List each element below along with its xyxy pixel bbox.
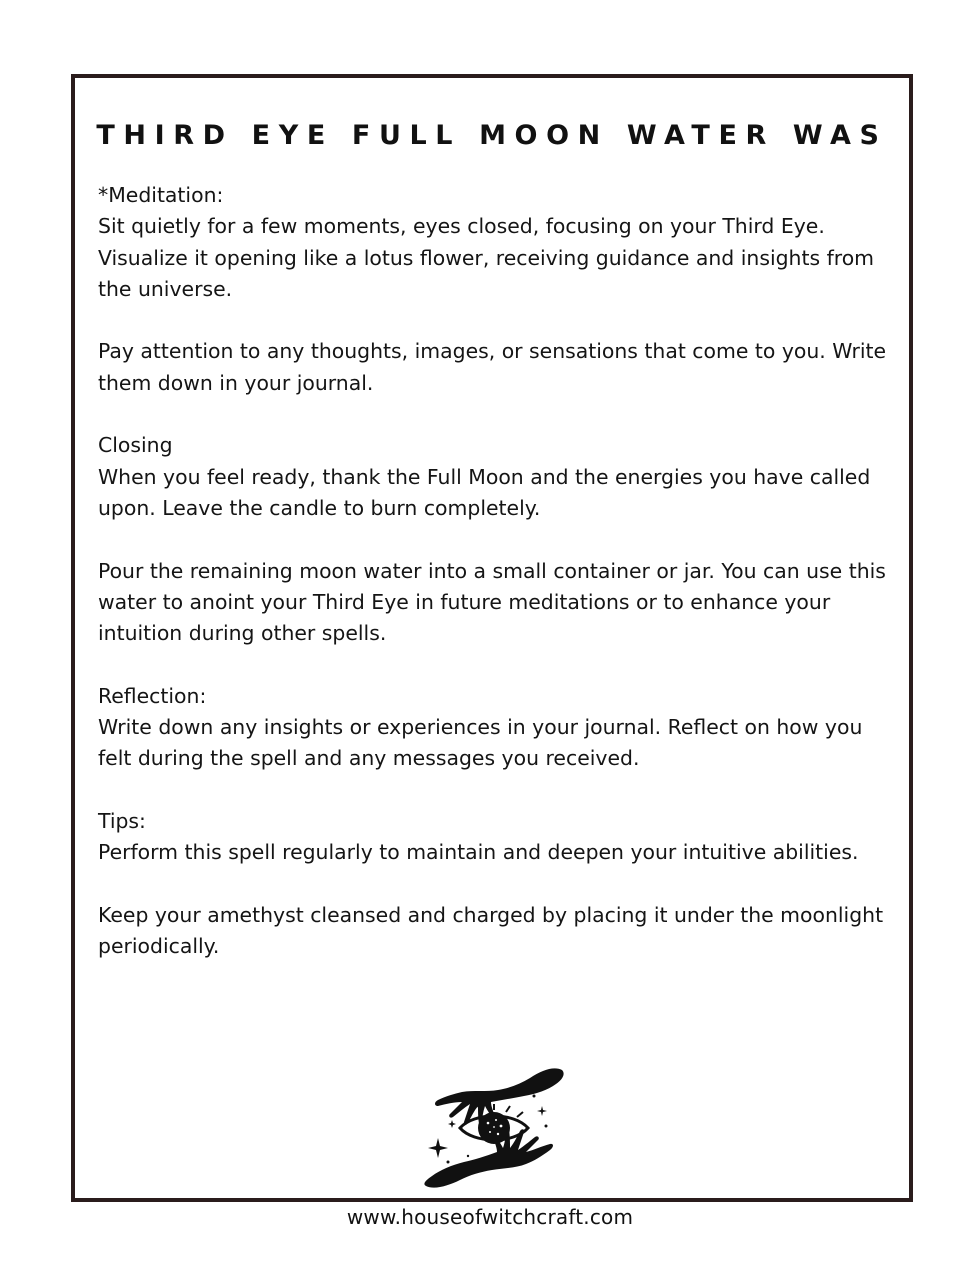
website-url: www.houseofwitchcraft.com <box>346 1205 634 1229</box>
reflection-section <box>98 681 898 775</box>
meditation-paragraph-1: Sit quietly for a few moments, eyes closed, focusing on your Third Eye. Visualize it opening like a lotus flower, receiving guidance and insights from the universe. <box>98 214 875 301</box>
meditation-heading: *Meditation: <box>98 183 224 207</box>
page-border-frame <box>71 74 913 1202</box>
tips-heading: Tips: <box>98 808 146 833</box>
reflection-heading: Reflection: <box>98 683 207 708</box>
closing-heading: Closing <box>98 433 173 458</box>
meditation-paragraph-2: Pay attention to any thoughts, images, or sensations that come to you. Write them down in your journal. <box>98 339 887 395</box>
tips-paragraph-1: Perform this spell regularly to maintain and deepen your intuitive abilities. <box>98 840 859 865</box>
spell-body <box>98 180 898 994</box>
closing-section <box>98 430 898 524</box>
page-title: THIRD EYE FULL MOON WATER WAS <box>96 120 888 151</box>
hands-third-eye-icon <box>424 1066 564 1190</box>
meditation-section <box>98 180 898 305</box>
tips-section <box>98 806 898 869</box>
closing-paragraph-1: When you feel ready, thank the Full Moon and the energies you have called upon. Leave the candle to burn completely. <box>98 464 871 520</box>
reflection-paragraph-1: Write down any insights or experiences in your journal. Reflect on how you felt during the spell and any messages you received. <box>98 715 863 771</box>
closing-paragraph-2: Pour the remaining moon water into a small container or jar. You can use this water to anoint your Third Eye in future meditations or to enhance your intuition during other spells. <box>98 558 886 646</box>
tips-paragraph-2: Keep your amethyst cleansed and charged by placing it under the moonlight periodically. <box>98 902 884 959</box>
